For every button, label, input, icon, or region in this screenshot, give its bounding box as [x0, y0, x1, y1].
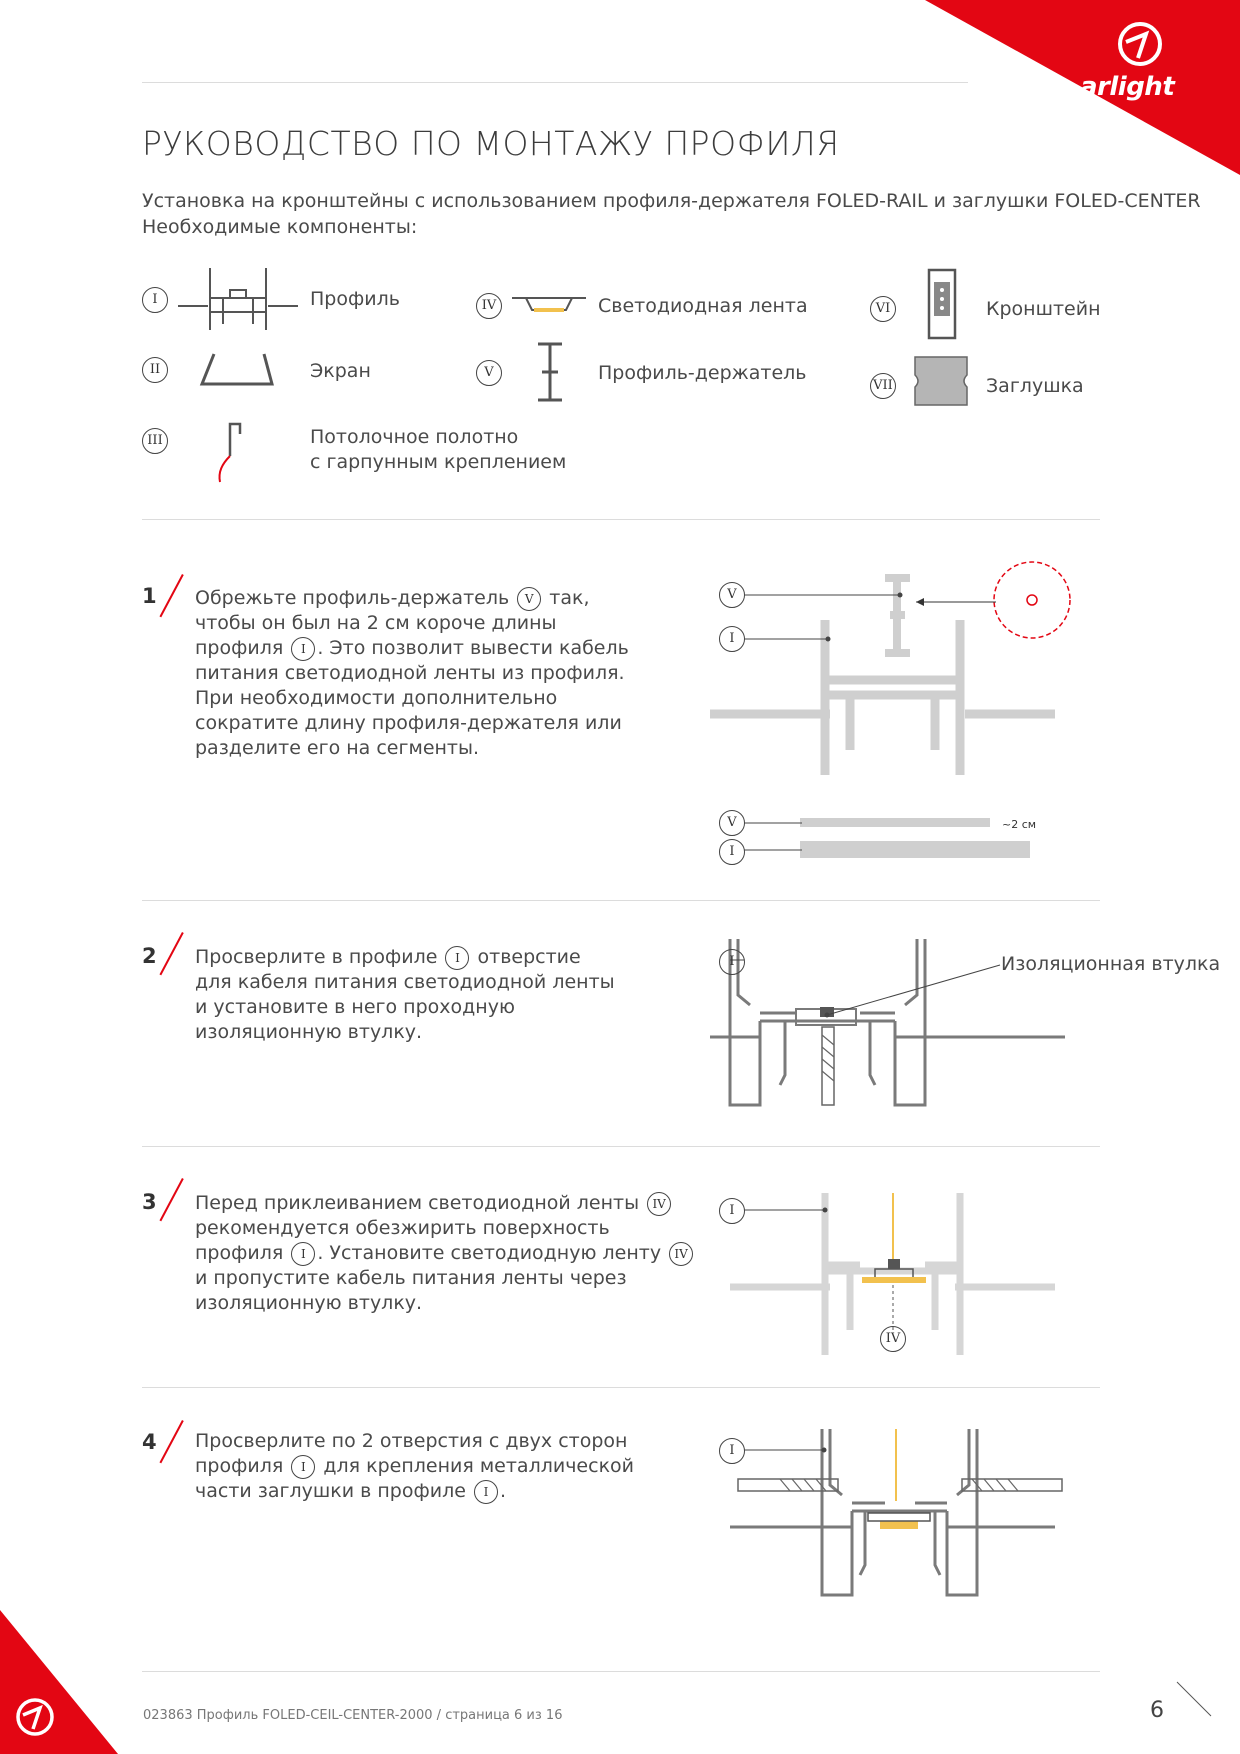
callout-iv: IV [880, 1326, 906, 1352]
step-number: 4 [142, 1430, 157, 1454]
divider-step3 [142, 1387, 1100, 1388]
top-rule [142, 82, 968, 83]
component-label: с гарпунным креплением [310, 451, 567, 473]
led-strip-icon [512, 294, 587, 318]
callout-i: I [719, 626, 745, 652]
screen-icon [200, 352, 280, 388]
dimension-label: ~2 см [1002, 818, 1037, 831]
component-number: IV [476, 293, 502, 319]
subtitle-line1: Установка на кронштейны с использованием профиля-держателя FOLED-RAIL и заглушки FOLED-CENTER [142, 190, 1201, 212]
callout-i: I [719, 1198, 745, 1224]
step-number: 3 [142, 1190, 157, 1214]
component-label: Светодиодная лента [598, 295, 808, 317]
page-number: 6 [1150, 1698, 1164, 1723]
step-slash [159, 1178, 183, 1221]
page-title: РУКОВОДСТВО ПО МОНТАЖУ ПРОФИЛЯ [142, 124, 840, 163]
component-number: II [142, 357, 168, 383]
step-3-text: Перед приклеиванием светодиодной ленты IV рекомендуется обезжирить поверхность профиля I . Установите светодиодную ленту IV и пропустите кабель питания ленты через изоляционную втулку. [195, 1191, 695, 1316]
profile-icon [178, 268, 298, 332]
divider-step2 [142, 1146, 1100, 1147]
divider-footer [142, 1671, 1100, 1672]
component-label: Заглушка [986, 375, 1084, 397]
component-label: Потолочное полотно [310, 426, 519, 448]
component-number: I [142, 287, 168, 313]
footer-text: 023863 Профиль FOLED-CEIL-CENTER-2000 / страница 6 из 16 [143, 1708, 563, 1723]
holder-profile-icon [536, 342, 564, 402]
step-1-diagram [710, 560, 1130, 880]
component-number: III [142, 428, 168, 454]
step-4-diagram [710, 1425, 1110, 1605]
step-number: 2 [142, 944, 157, 968]
component-label: Профиль-держатель [598, 362, 807, 384]
divider-components [142, 519, 1100, 520]
step-1-text: Обрежьте профиль-держатель V так, чтобы он был на 2 см короче длины профиля I . Это позволит вывести кабель питания светодиодной ленты из профиля. При необходимости дополнительно сократите длину профиля-держателя или разделите его на сегменты. [195, 587, 629, 759]
callout-i: I [719, 1438, 745, 1464]
end-cap-icon [911, 355, 971, 407]
callout-i: I [719, 839, 745, 865]
arlight-logo: arlight [1080, 72, 1175, 102]
callout-i: I [719, 949, 745, 975]
saw-blade-icon [994, 562, 1070, 638]
step-slash [159, 1420, 183, 1463]
step-2-text: Просверлите в профиле I отверстие для кабеля питания светодиодной ленты и установите в него проходную изоляционную втулку. [195, 946, 615, 1043]
step-slash [159, 932, 183, 975]
subtitle-line2: Необходимые компоненты: [142, 216, 418, 238]
callout-v: V [719, 582, 745, 608]
component-label: Профиль [310, 288, 400, 310]
step-4-text: Просверлите по 2 отверстия с двух сторон профиля I для крепления металлической части заглушки в профиле I . [195, 1430, 635, 1502]
corner-triangle-bottom-left [0, 1610, 130, 1754]
corner-triangle-top-right [0, 0, 1240, 200]
step-slash [159, 574, 183, 617]
component-label: Кронштейн [986, 298, 1101, 320]
drill-bit-icon [822, 1027, 834, 1105]
component-number: VI [870, 296, 896, 322]
step-3-diagram [710, 1185, 1110, 1360]
bracket-icon [925, 268, 961, 342]
step-number: 1 [142, 584, 157, 608]
component-label: Экран [310, 360, 371, 382]
callout-v: V [719, 810, 745, 836]
component-number: V [476, 360, 502, 386]
page-corner-line [1175, 1680, 1215, 1720]
harpoon-ceiling-icon [212, 420, 252, 484]
annotation-insulating-sleeve: Изоляционная втулка [1001, 953, 1221, 975]
component-number: VII [870, 373, 896, 399]
divider-step1 [142, 900, 1100, 901]
